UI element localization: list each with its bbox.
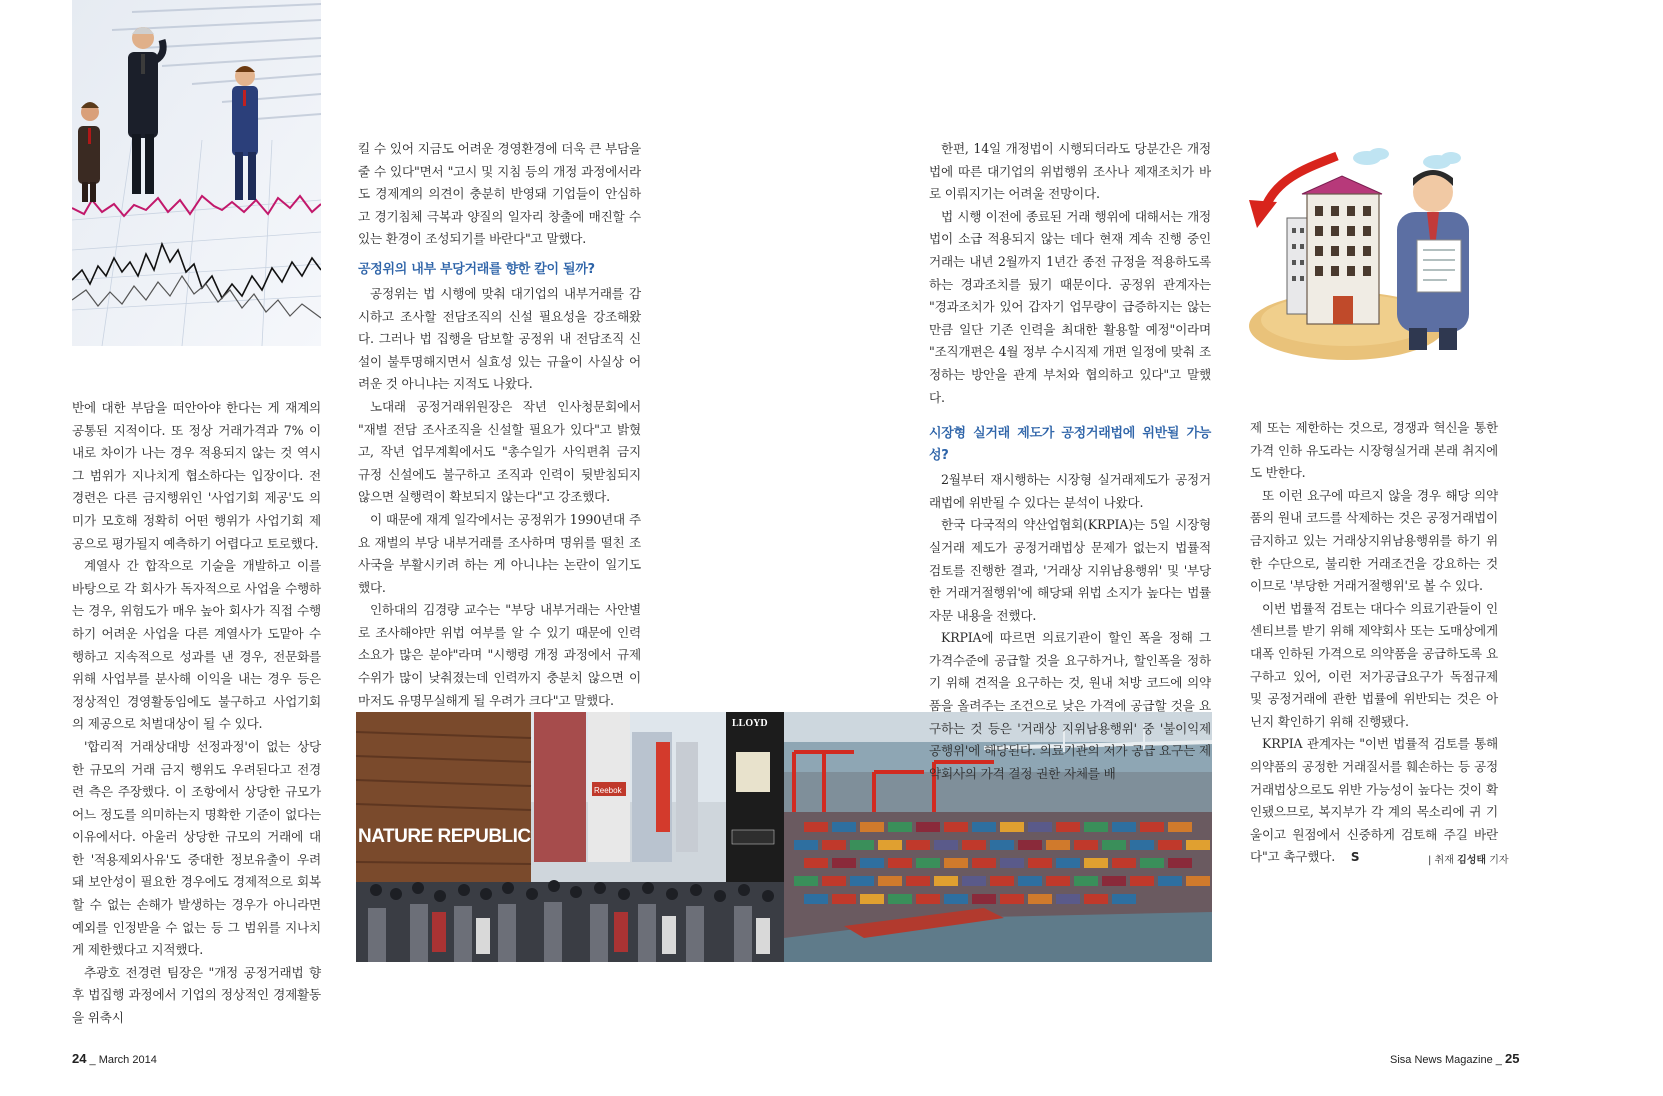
paragraph: 노대래 공정거래위원장은 작년 인사청문회에서 "재벌 전담 조사조직을 신설할 필요가 있다"고 밝혔고, 작년 업무계획에서도 "총수일가 사익편취 금지 규정 신설에도 불구하고 조직과 인력이 뒷받침되지 않으면 실행력이 확보되지 않는다"고 강조했다. [358,398,641,505]
paragraph: 한편, 14일 개정법이 시행되더라도 당분간은 개정법에 따른 대기업의 위법행위 조사나 제재조치가 바로 이뤄지기는 어려울 전망이다. [929,141,1211,202]
paragraph [1250,733,1498,869]
paragraph: 한국 다국적의 약산업협회(KRPIA)는 5일 시장형 실거래 제도가 공정거래법상 문제가 없는지 법률적 검토를 진행한 결과, '거래상 지위남용행위' 및 '부당한 거래거절행위'에 해당돼 위법 소지가 높다는 법률자문 내용을 전했다. [929,517,1211,623]
paragraph-text: KRPIA 관계자는 "이번 법률적 검토를 통해 의약품의 공정한 거래질서를 훼손하는 등 공정거래법상으로도 위반 가능성이 높다는 것이 확인됐으므로, 복지부가 각 계의 목소리에 귀 기울이고 원점에서 신중하게 검토해 주길 바란다"고 촉구했다. [1250,736,1498,865]
reporter-name: 김성태 [1457,855,1487,866]
article-column-3 [929,138,1211,785]
paragraph: 계열사 간 합작으로 기술을 개발하고 이를 바탕으로 각 회사가 독자적으로 사업을 수행하는 경우, 위험도가 매우 높아 회사가 직접 수행하기 어려운 사업을 다른 계열사가 도맡아 수행하고 지속적으로 성과를 낸 경우, 전문화를 위해 사업부를 분사해 이익을 내는 경우 등은 정상적인 경영활동임에도 불구하고 사업기회의 제공으로 처벌대상이 될 수 있다. [72,558,321,732]
end-mark-icon: S [1350,850,1360,865]
paragraph: 킬 수 있어 지금도 어려운 경영환경에 더욱 큰 부담을 줄 수 있다"면서 "고시 및 지침 등의 개정 과정에서라도 경제계의 의견이 충분히 반영돼 기업들이 안심하고 경기침체 극복과 양질의 일자리 창출에 매진할 수 있는 환경이 조성되기를 바란다"고 말했다. [358,141,641,247]
issue-date: March 2014 [98,1054,157,1066]
right-page-number: 25 [1504,1051,1520,1066]
paragraph: '합리적 거래상대방 선정과정'이 없는 상당한 규모의 거래 금지 행위도 우려된다고 전경련 측은 주장했다. 이 조항에서 상당한 규모가 어느 정도를 의미하는지 명확한 기준이 없다는 이유에서다. 아울러 상당한 규모의 거래에 대한 '적용제외사유'도 중대한 정보유출이 우려돼 보안성이 필요한 경우에도 경제적으로 회복할 수 없는 손해가 발생하는 경우가 아니라면 예외를 인정받을 수 없는 등 그 범위를 지나치게 제한했다고 지적했다. [72,738,321,958]
myeongdong-street-photo [356,712,784,962]
section-heading: 시장형 실거래 제도가 공정거래법에 위반될 가능성? [929,426,1211,464]
paragraph: 추광호 전경련 팀장은 "개정 공정거래법 향후 법집행 과정에서 기업의 정상적인 경제활동을 위축시 [72,964,321,1026]
article-column-1 [72,397,321,1030]
figurines-on-chart-photo [72,0,321,346]
figurines-illustration [72,0,321,346]
paragraph: 이 때문에 재계 일각에서는 공정위가 1990년대 주요 재벌의 부당 내부거래를 조사하며 명위를 떨친 조사국을 부활시키려 하는 게 아니냐는 논란이 일기도 했다. [358,511,641,595]
lloyd-sign-text: LLOYD [732,718,768,729]
reporter-credit [1428,851,1509,866]
street-scene [356,712,784,962]
paragraph: 공정위는 법 시행에 맞춰 대기업의 내부거래를 감시하고 조사할 전담조직의 신설 필요성을 강조해왔다. 그러나 법 집행을 담보할 공정위 내 전담조직 신설이 불투명해지면서 실효성 있는 규율이 사실상 어려운 것 아니냐는 지적도 나왔다. [358,285,641,392]
footer-separator: _ [1495,1054,1502,1066]
footer-separator: _ [89,1054,96,1066]
magazine-name: Sisa News Magazine [1390,1054,1493,1066]
article-column-2 [358,138,641,712]
reebok-sign-text: Reebok [594,786,622,795]
footer-left [72,1051,157,1066]
left-page-number: 24 [72,1051,87,1066]
paragraph: 인하대의 김경량 교수는 "부당 내부거래는 사안별로 조사해야만 위법 여부를 알 수 있기 때문에 인력 소요가 많은 분야"라며 "시행령 개정 과정에서 규제 수위가 많이 낮춰졌는데 인력까지 충분치 않으면 이마저도 유명무실해게 될 우려가 크다"고 말했다. [358,602,641,708]
paragraph: KRPIA에 따르면 의료기관이 할인 폭을 정해 그 가격수준에 공급할 것을 요구하거나, 할인폭을 정하기 위해 견적을 요구하는 것, 원내 처방 코드에 의약품을 올려주는 조건으로 낮은 가격에 공급할 것을 요구하는 것 등은 '거래상 지위남용행위' 중 '불이익제공행위'에 해당된다. 의료기관의 저가 공급 요구는 제약회사의 가격 결정 권한 자체를 배 [929,630,1211,781]
cartoon-illustration [1247,148,1502,366]
paragraph: 또 이런 요구에 따르지 않을 경우 해당 의약품의 원내 코드를 삭제하는 것은 공정거래법이 금지하고 있는 거래상지위남용행위를 하기 위한 수단으로, 불리한 거래조건을 강요하는 것이므로 '부당한 거래거절행위'로 볼 수 있다. [1250,487,1498,594]
store-sign-text: NATURE REPUBLIC [358,826,531,847]
credit-suffix: 기자 [1489,855,1509,866]
credit-prefix: | 취재 [1428,855,1454,866]
article-column-4 [1250,417,1498,869]
paragraph: 제 또는 제한하는 것으로, 경쟁과 혁신을 통한 가격 인하 유도라는 시장형실거래 본래 취지에도 반한다. [1250,420,1498,481]
footer-right [1390,1051,1519,1066]
paragraph: 이번 법률적 검토는 대다수 의료기관들이 인센티브를 받기 위해 제약회사 또는 도매상에게 대폭 인하된 가격으로 의약품을 공급하도록 요구하고 있어, 이런 저가공급요구가 독점규제 및 공정거래에 관한 법률에 위반되는 것은 아닌지 확인하기 위해 진행됐다. [1250,600,1498,729]
building-businessman-illustration [1247,148,1502,366]
paragraph: 반에 대한 부담을 떠안아야 한다는 게 재계의 공통된 지적이다. 또 정상 거래가격과 7% 이내로 차이가 나는 경우 적용되지 않는 것 역시 그 범위가 지나치게 협소하다는 입장이다. 전경련은 다른 금지행위인 '사업기회 제공'도 의미가 모호해 정확히 어떤 행위가 사업기회 제공으로 평가될지 예측하기 어렵다고 토로했다. [72,400,321,551]
section-heading: 공정위의 내부 부당거래를 향한 칼이 될까? [358,261,595,277]
paragraph: 2월부터 재시행하는 시장형 실거래제도가 공정거래법에 위반될 수 있다는 분석이 나왔다. [929,472,1211,510]
paragraph: 법 시행 이전에 종료된 거래 행위에 대해서는 개정법이 소급 적용되지 않는 데다 현재 계속 진행 중인 거래는 내년 2월까지 1년간 종전 규정을 적용하도록 하는 경과조치를 뒀기 때문이다. 공정위 관계자는 "경과조치가 있어 갑자기 업무량이 급증하지는 않는 만큼 일단 기존 인력을 최대한 활용할 예정"이라며 "조직개편은 4월 정부 수시직제 개편 일정에 맞춰 조정하는 방안을 관계 부처와 협의하고 있다"고 말했다. [929,208,1211,405]
